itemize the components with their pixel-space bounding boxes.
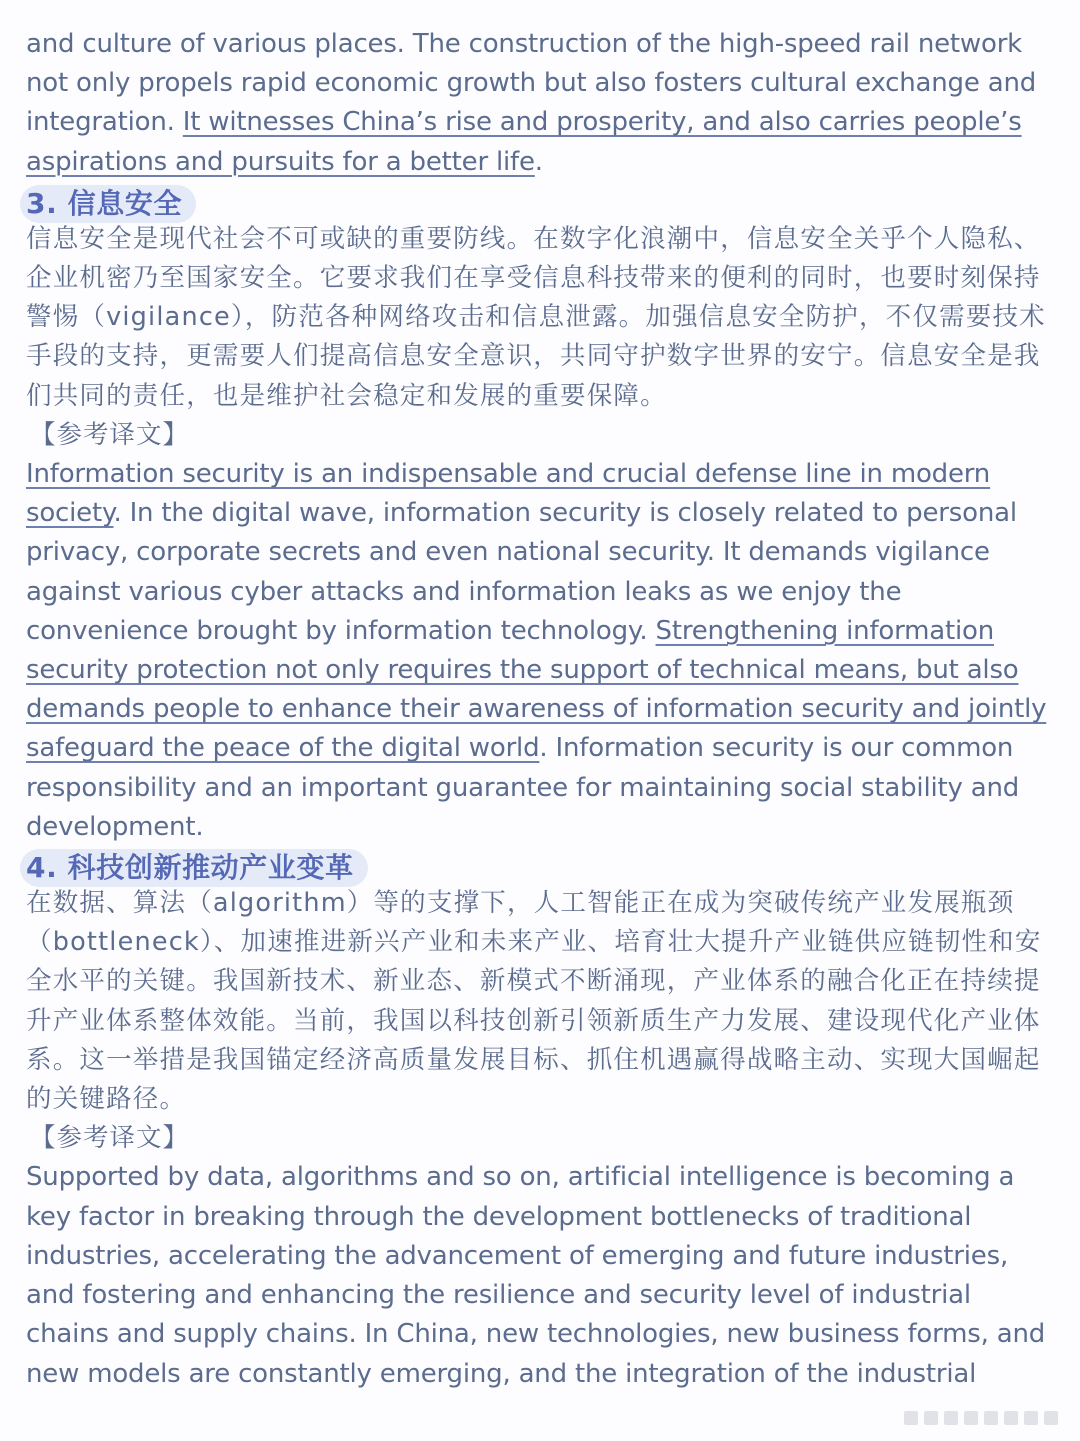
section-3-translation-plain-1: . In the digital wave, information security is closely related to personal privacy, corporate secrets and even national security. It demands vigilance against various cyber attacks and information leaks as we enjoy the convenience brought by information technology.: [26, 498, 1017, 646]
section-3-heading: 3. 信息安全: [20, 185, 196, 223]
intro-underlined-text: It witnesses China’s rise and prosperity, and also carries people’s aspirations and pursuits for a better life: [26, 107, 1022, 177]
section-4-heading: 4. 科技创新推动产业变革: [20, 849, 368, 887]
section-3-translation: [26, 455, 1054, 847]
section-3-translation-underlined-2: Strengthening information security protection not only requires the support of technical means, but also demands people to enhance their awareness of information security and jointly safeguard the peace of the digital world: [26, 615, 1047, 764]
watermark-dots-icon: [902, 1399, 1072, 1435]
section-4-reference-label: 【参考译文】: [30, 1123, 190, 1154]
section-3-chinese-text: 信息安全是现代社会不可或缺的重要防线。在数字化浪潮中，信息安全关乎个人隐私、企业机密乃至国家安全。它要求我们在享受信息科技带来的便利的同时，也要时刻保持警惕（vigilance），防范各种网络攻击和信息泄露。加强信息安全防护，不仅需要技术手段的支持，更需要人们提高信息安全意识，共同守护数字世界的安宁。信息安全是我们共同的责任，也是维护社会稳定和发展的重要保障。: [26, 223, 1046, 411]
section-4: [26, 849, 1054, 1394]
section-4-chinese-text: 在数据、算法（algorithm）等的支撑下，人工智能正在成为突破传统产业发展瓶颈（bottleneck）、加速推进新兴产业和未来产业、培育壮大提升产业链供应链韧性和安全水平的关键。我国新技术、新业态、新模式不断涌现，产业体系的融合化正在持续提升产业体系整体效能。当前，我国以科技创新引领新质生产力发展、建设现代化产业体系。这一举措是我国锚定经济高质量发展目标、抓住机遇赢得战略主动、实现大国崛起的关键路径。: [26, 888, 1042, 1115]
section-3-reference-label: 【参考译文】: [30, 419, 190, 450]
section-3-translation-underlined-1: Information security is an indispensable and crucial defense line in modern society: [26, 459, 991, 529]
intro-plain-text: and culture of various places. The construction of the high-speed rail network not only propels rapid economic growth but also fosters cultural exchange and integration.: [26, 29, 1037, 138]
section-3-translation-plain-2: . Information security is our common responsibility and an important guarantee for maintaining social stability and development.: [26, 733, 1020, 842]
intro-end-text: .: [534, 146, 543, 177]
section-3: [26, 185, 1054, 847]
section-4-translation: Supported by data, algorithms and so on, artificial intelligence is becoming a key factor in breaking through the development bottlenecks of traditional industries, accelerating the advancement of emerging and future industries, and fostering and enhancing the resilience and security level of industrial chains and supply chains. In China, new technologies, new business forms, and new models are constantly emerging, and the integration of the industrial: [26, 1162, 1046, 1389]
intro-paragraph: [26, 25, 1054, 182]
